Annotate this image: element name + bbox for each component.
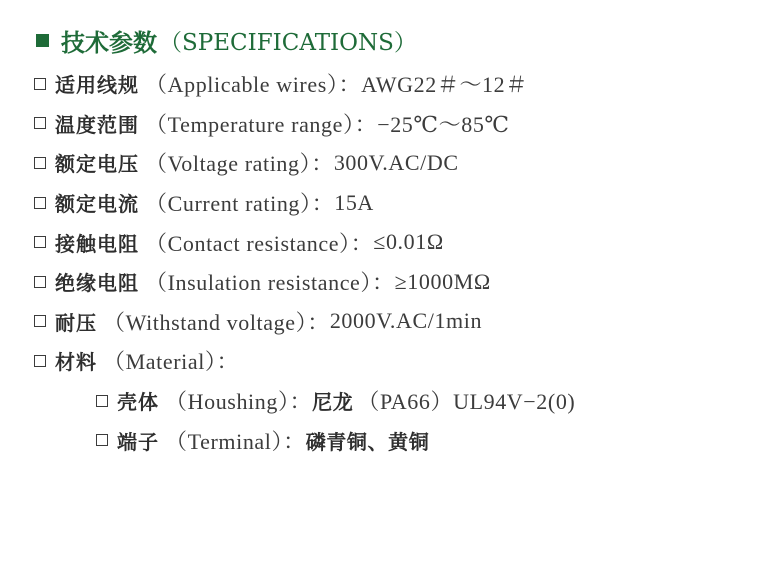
spec-label-en: （Temperature range）： <box>145 111 378 137</box>
material-value-extra: （PA66）UL94V−2(0) <box>357 389 576 415</box>
spec-label-en: （Insulation resistance）： <box>145 270 395 296</box>
spec-label-zh: 额定电压 <box>55 152 139 177</box>
spec-value: 300V.AC/DC <box>333 149 459 175</box>
spec-label-zh: 耐压 <box>55 310 97 335</box>
spec-applicable-wires <box>34 64 575 104</box>
spec-value: ≤0.01Ω <box>373 229 444 255</box>
spec-contact-resistance <box>34 222 575 262</box>
spec-value: ≥1000MΩ <box>394 268 491 294</box>
spec-temperature-range <box>34 104 575 144</box>
spec-label-en: （Withstand voltage）： <box>103 309 330 335</box>
spec-label-zh: 材料 <box>55 350 97 375</box>
checkbox-bullet-icon <box>34 276 46 288</box>
spec-label-en: （Current rating）： <box>145 191 335 217</box>
material-value-cn: 尼龙 <box>312 390 354 415</box>
spec-label-zh: 额定电流 <box>55 192 139 217</box>
checkbox-bullet-icon <box>96 395 108 407</box>
spec-insulation-resistance <box>34 262 575 302</box>
spec-label-zh: 绝缘电阻 <box>55 271 139 296</box>
material-label-zh: 端子 <box>117 429 159 454</box>
specifications-heading <box>36 22 417 58</box>
checkbox-bullet-icon <box>34 78 46 90</box>
checkbox-bullet-icon <box>34 197 46 209</box>
heading-chinese: 技术参数 <box>61 27 157 57</box>
material-label-en: （Houshing）： <box>165 389 313 415</box>
spec-value: 2000V.AC/1min <box>329 308 483 334</box>
spec-label-en: （Contact resistance）： <box>145 230 374 256</box>
spec-label-zh: 接触电阻 <box>55 231 139 256</box>
material-label-zh: 壳体 <box>117 390 159 415</box>
heading-english: （SPECIFICATIONS） <box>159 29 417 56</box>
spec-label-en: （Applicable wires）： <box>145 72 362 98</box>
material-label-en: （Terminal）： <box>165 428 306 454</box>
spec-value: 15A <box>334 189 374 215</box>
spec-current-rating <box>34 183 575 223</box>
checkbox-bullet-icon <box>34 236 46 248</box>
square-bullet-icon <box>36 34 49 47</box>
checkbox-bullet-icon <box>96 434 108 446</box>
spec-label-en: （Material）： <box>103 349 240 375</box>
spec-list <box>34 64 575 460</box>
material-terminal <box>34 420 575 460</box>
checkbox-bullet-icon <box>34 315 46 327</box>
checkbox-bullet-icon <box>34 157 46 169</box>
checkbox-bullet-icon <box>34 117 46 129</box>
spec-label-zh: 温度范围 <box>55 112 139 137</box>
spec-label-zh: 适用线规 <box>55 73 139 98</box>
spec-value: AWG22＃～12＃ <box>361 72 528 98</box>
checkbox-bullet-icon <box>34 355 46 367</box>
spec-material <box>34 341 575 381</box>
material-value-cn: 磷青铜、黄铜 <box>305 429 430 454</box>
spec-withstand-voltage <box>34 302 575 342</box>
material-housing <box>34 381 575 421</box>
spec-label-en: （Voltage rating）： <box>145 151 334 177</box>
spec-voltage-rating <box>34 143 575 183</box>
spec-value: −25℃～85℃ <box>377 111 510 137</box>
